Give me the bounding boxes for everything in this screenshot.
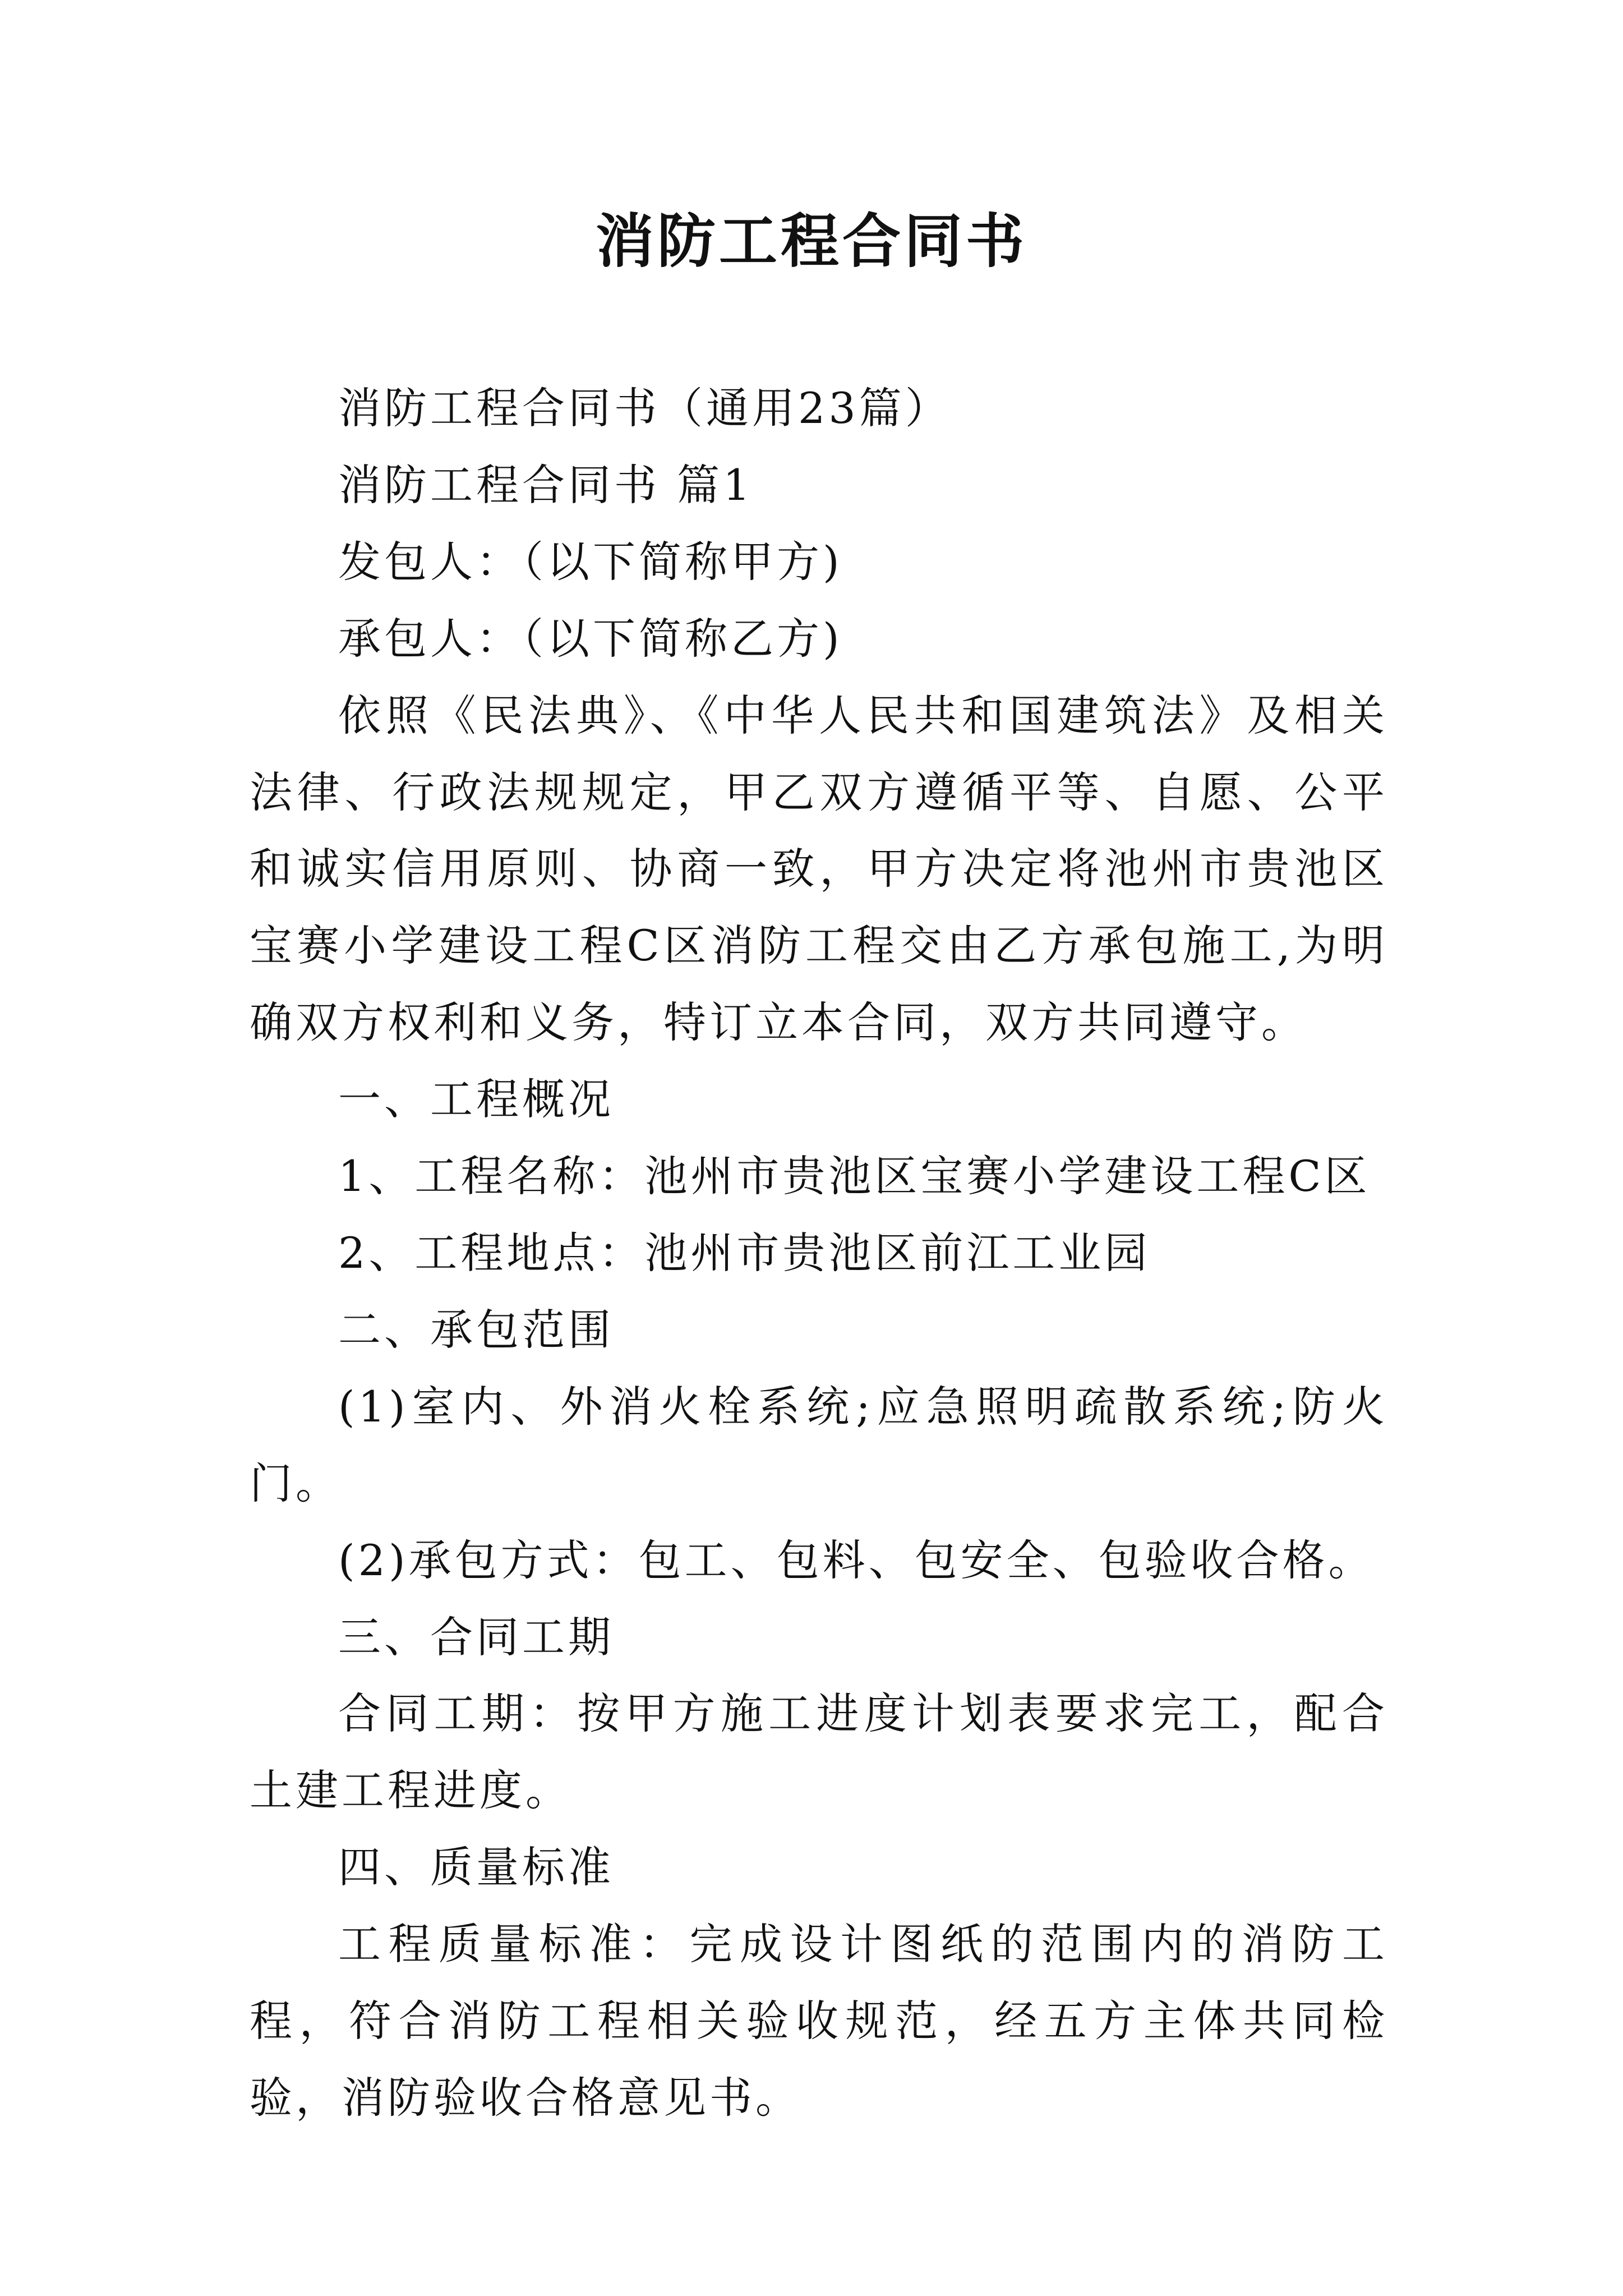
party-b-line: 承包人：（以下简称乙方) bbox=[338, 613, 843, 664]
section-heading-quality-standard: 四、质量标准 bbox=[338, 1842, 614, 1893]
scope-item-1: (1)室内、外消火栓系统;应急照明疏散系统;防火门。 bbox=[250, 1381, 1388, 1508]
project-name-line: 1、工程名称：池州市贵池区宝赛小学建设工程C区 bbox=[338, 1151, 1371, 1202]
party-a-line: 发包人：（以下简称甲方) bbox=[338, 536, 843, 587]
preamble-paragraph: 依照《民法典》、《中华人民共和国建筑法》及相关法律、行政法规规定，甲乙双方遵循平等、自愿、公平和诚实信用原则、协商一致，甲方决定将池州市贵池区宝赛小学建设工程C区消防工程交由乙方承包施工,为明确双方权利和义务，特订立本合同，双方共同遵守。 bbox=[250, 690, 1388, 1048]
contract-period-paragraph: 合同工期：按甲方施工进度计划表要求完工，配合土建工程进度。 bbox=[250, 1688, 1388, 1816]
document-body bbox=[250, 370, 1388, 2137]
section-heading-chapter-1: 消防工程合同书 篇1 bbox=[338, 459, 754, 510]
project-location-line: 2、工程地点：池州市贵池区前江工业园 bbox=[338, 1227, 1151, 1278]
document-title: 消防工程合同书 bbox=[595, 207, 1027, 275]
subtitle-paragraph: 消防工程合同书（通用23篇） bbox=[338, 383, 951, 433]
quality-standard-paragraph: 工程质量标准：完成设计图纸的范围内的消防工程，符合消防工程相关验收规范，经五方主体共同检验，消防验收合格意见书。 bbox=[250, 1919, 1388, 2123]
scope-item-2: (2)承包方式：包工、包料、包安全、包验收合格。 bbox=[338, 1535, 1375, 1585]
section-heading-contract-scope: 二、承包范围 bbox=[338, 1304, 614, 1355]
section-heading-contract-period: 三、合同工期 bbox=[338, 1612, 614, 1662]
section-heading-project-overview: 一、工程概况 bbox=[338, 1074, 614, 1125]
